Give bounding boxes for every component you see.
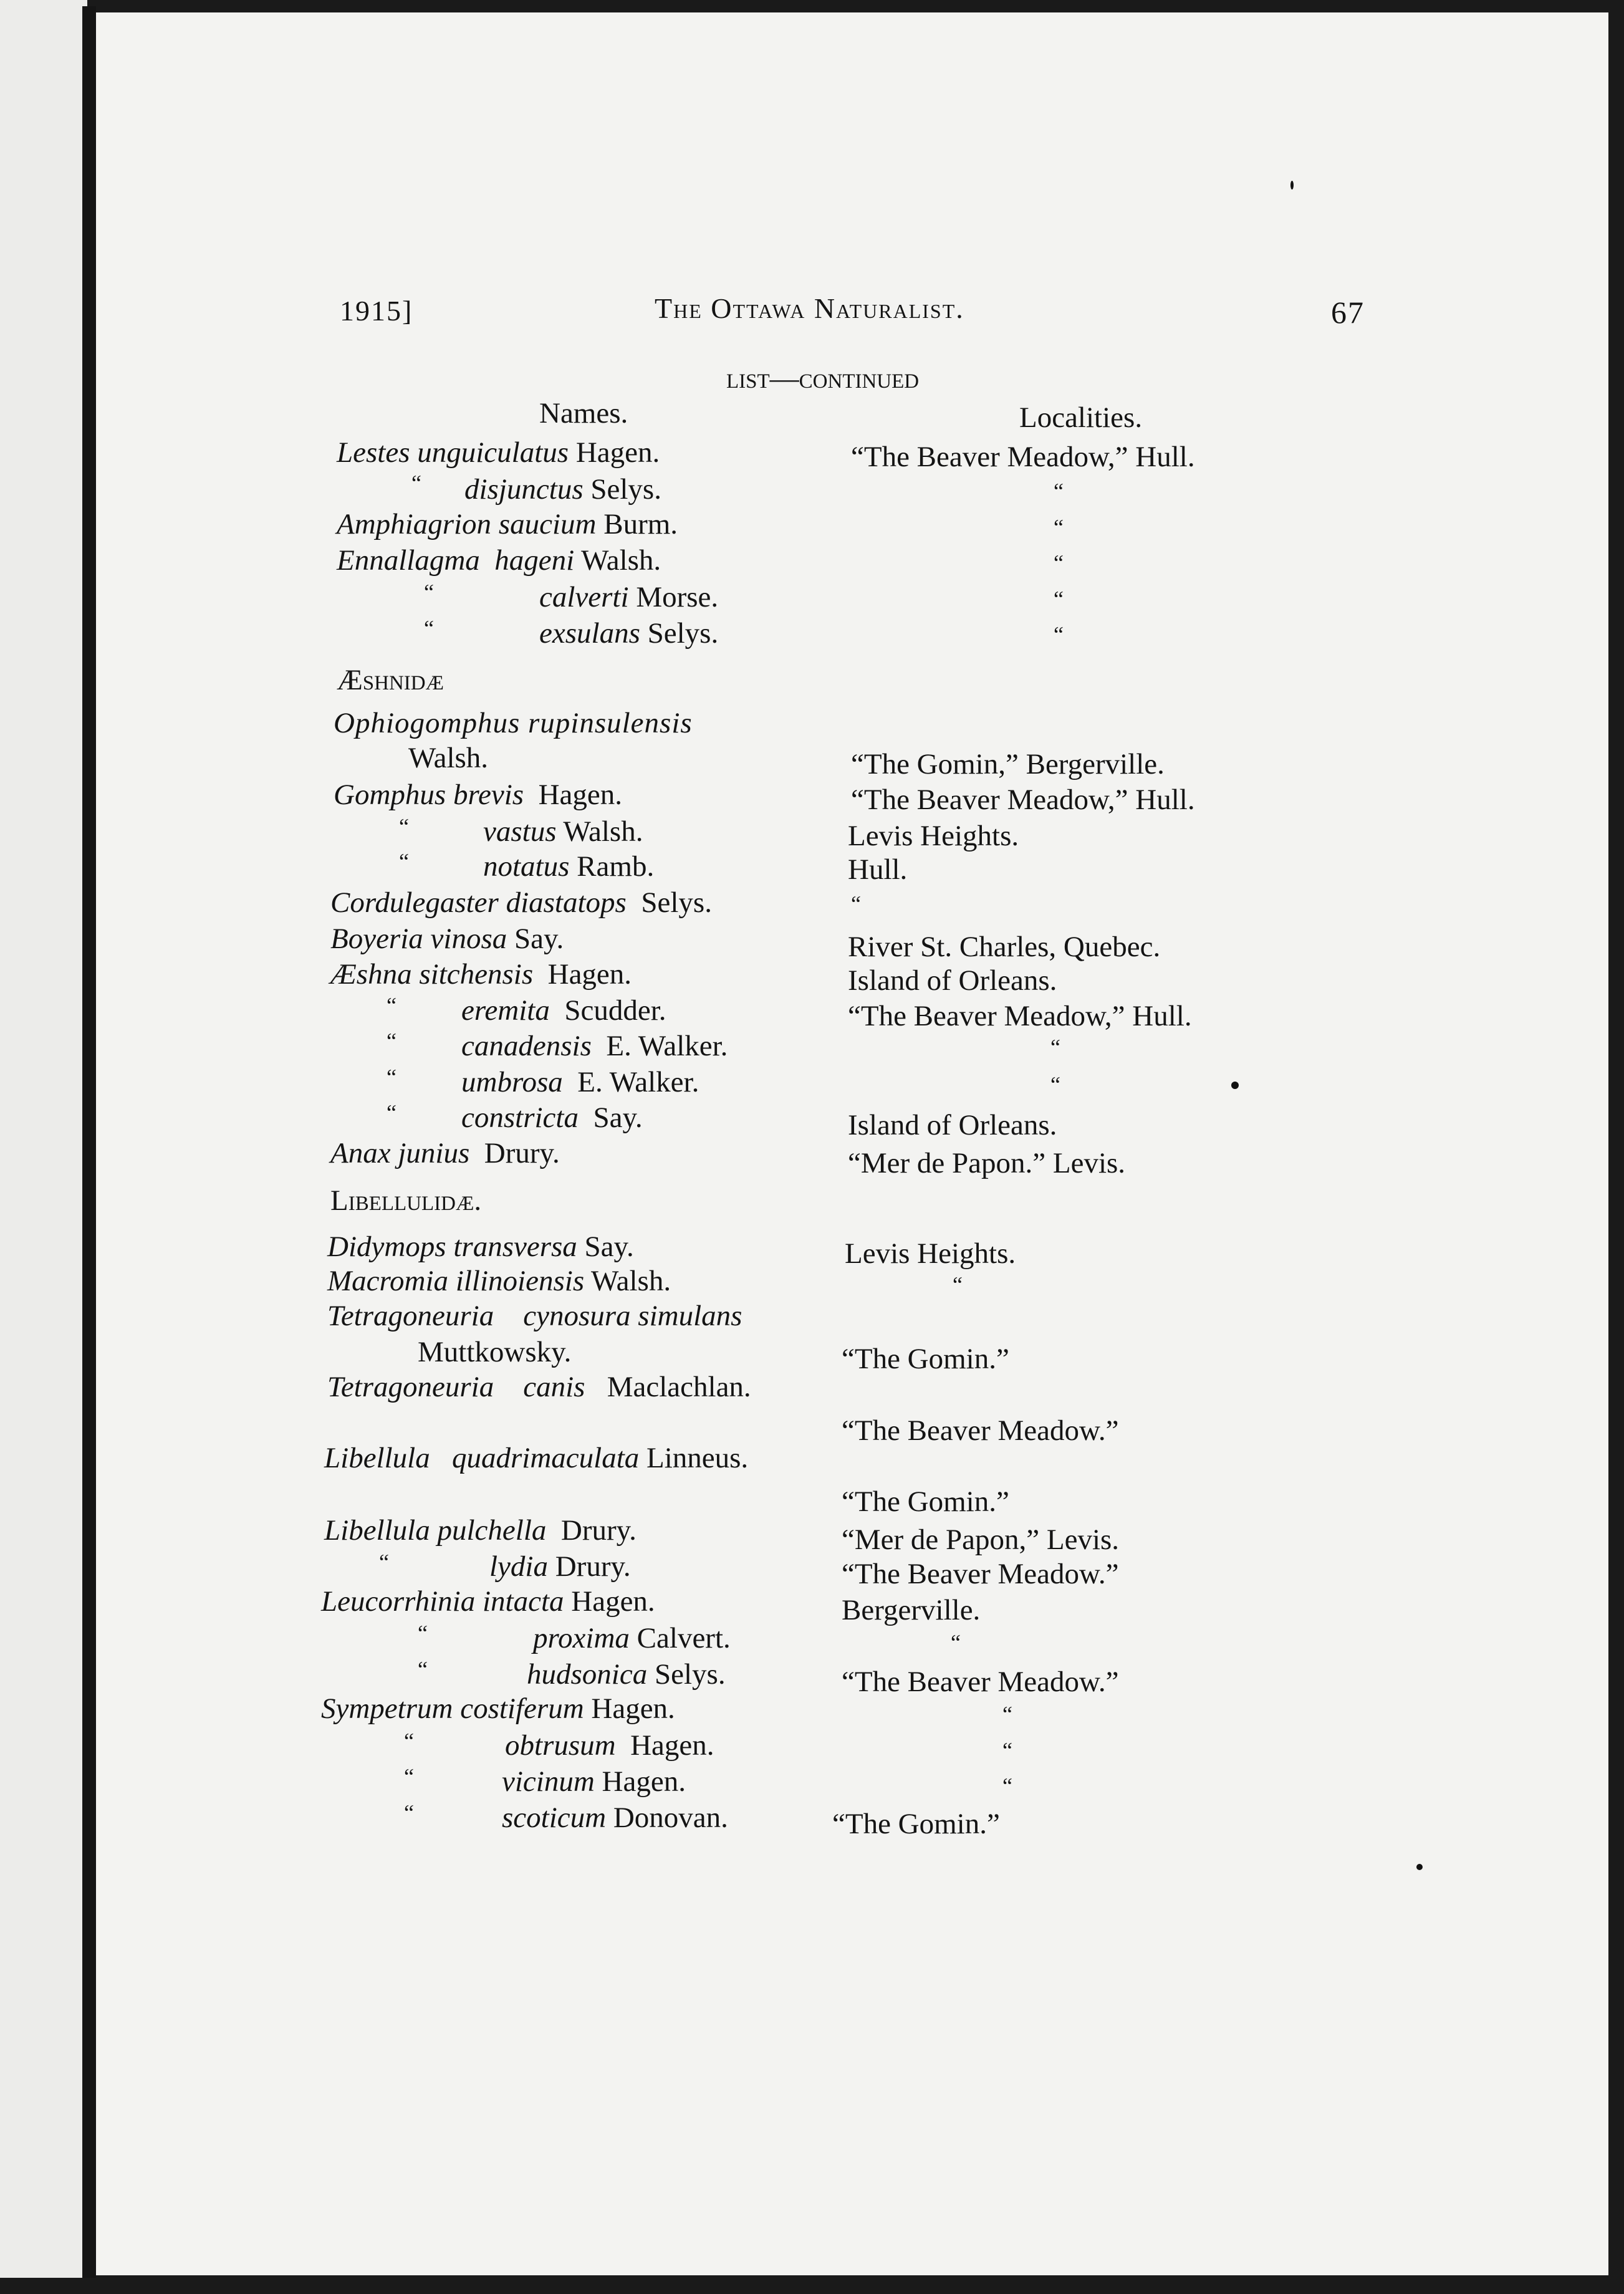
name-entry: Gomphus brevis Hagen.	[334, 779, 622, 811]
locality-entry: “The Gomin.”	[832, 1808, 1000, 1840]
left-margin	[0, 0, 87, 2294]
locality-entry: “The Gomin.”	[842, 1343, 1009, 1375]
scan-speck	[1231, 1082, 1239, 1089]
ditto-mark: “	[1054, 550, 1064, 575]
name-entry: Lestes unguiculatus Hagen.	[337, 436, 660, 469]
name-entry: obtrusum Hagen.	[505, 1729, 714, 1762]
locality-entry: “The Gomin,” Bergerville.	[851, 748, 1165, 780]
ditto-mark: “	[1002, 1702, 1012, 1727]
name-entry: Didymops transversa Say.	[327, 1231, 634, 1263]
name-entry: vastus Walsh.	[483, 815, 643, 848]
name-entry: Boyeria vinosa Say.	[330, 923, 564, 955]
ditto-mark: “	[399, 849, 409, 874]
binding-edge	[82, 6, 96, 2282]
ditto-mark: “	[404, 1764, 414, 1789]
name-entry: Tetragoneuria canis Maclachlan.	[327, 1371, 751, 1403]
ditto-mark: “	[953, 1272, 963, 1297]
name-entry: umbrosa E. Walker.	[461, 1066, 699, 1098]
ditto-mark: “	[404, 1800, 414, 1825]
locality-entry: “The Beaver Meadow,” Hull.	[851, 441, 1195, 473]
ditto-mark: “	[387, 993, 396, 1018]
ditto-mark: “	[387, 1100, 396, 1125]
name-entry: Anax junius Drury.	[330, 1137, 560, 1169]
locality-entry: River St. Charles, Quebec.	[848, 931, 1161, 963]
locality-entry: “The Beaver Meadow,” Hull.	[851, 784, 1195, 816]
page	[87, 12, 1608, 2275]
header-journal-title: The Ottawa Naturalist.	[655, 292, 964, 324]
name-entry: Macromia illinoiensis Walsh.	[327, 1265, 671, 1297]
section-heading: Æshnidæ	[337, 664, 444, 696]
name-entry: canadensis E. Walker.	[461, 1030, 728, 1062]
locality-entry: “Mer de Papon.” Levis.	[848, 1147, 1126, 1179]
ditto-mark: “	[399, 814, 409, 839]
name-entry: hudsonica Selys.	[527, 1658, 726, 1691]
names-column-heading: Names.	[539, 397, 628, 430]
locality-entry: Hull.	[848, 853, 908, 886]
ditto-mark: “	[1054, 479, 1064, 504]
list-title: list—continued	[726, 362, 920, 395]
name-entry: Ennallagma hageni Walsh.	[337, 544, 661, 577]
ditto-mark: “	[424, 616, 434, 641]
name-entry: Sympetrum costiferum Hagen.	[321, 1692, 675, 1725]
name-entry: proxima Calvert.	[533, 1622, 731, 1654]
name-entry: calverti Morse.	[539, 581, 719, 613]
name-entry: disjunctus Selys.	[464, 473, 661, 506]
name-entry: vicinum Hagen.	[502, 1765, 686, 1798]
locality-entry: “The Gomin.”	[842, 1485, 1009, 1518]
ditto-mark: “	[1002, 1773, 1012, 1798]
name-entry: Æshna sitchensis Hagen.	[330, 958, 632, 991]
locality-entry: Bergerville.	[842, 1594, 981, 1626]
ditto-mark: “	[404, 1729, 414, 1754]
ditto-mark: “	[387, 1065, 396, 1090]
name-entry: Ophiogomphus rupinsulensis	[334, 707, 693, 739]
locality-entry: Levis Heights.	[848, 820, 1019, 852]
ditto-mark: “	[1054, 515, 1064, 540]
locality-entry: “The Beaver Meadow.”	[842, 1414, 1119, 1447]
locality-entry: “Mer de Papon,” Levis.	[842, 1524, 1120, 1556]
name-entry: eremita Scudder.	[461, 994, 666, 1027]
ditto-mark: “	[1050, 1035, 1060, 1060]
ditto-mark: “	[1002, 1738, 1012, 1763]
page-number: 67	[1331, 295, 1365, 330]
name-entry: Libellula pulchella Drury.	[324, 1514, 637, 1547]
section-heading: Libellulidæ.	[330, 1184, 482, 1217]
locality-entry: “The Beaver Meadow.”	[842, 1666, 1119, 1698]
locality-entry: “The Beaver Meadow,” Hull.	[848, 1000, 1192, 1032]
ditto-mark: “	[424, 580, 434, 605]
name-entry-continuation: Muttkowsky.	[418, 1336, 572, 1368]
name-entry: scoticum Donovan.	[502, 1802, 728, 1834]
ditto-mark: “	[1054, 587, 1064, 612]
bottom-edge	[0, 2278, 1624, 2294]
ditto-mark: “	[411, 471, 421, 496]
name-entry: Cordulegaster diastatops Selys.	[330, 886, 712, 919]
name-entry: notatus Ramb.	[483, 850, 655, 883]
localities-column-heading: Localities.	[1019, 401, 1143, 434]
ditto-mark: “	[387, 1029, 396, 1053]
locality-entry: Levis Heights.	[845, 1237, 1016, 1270]
ditto-mark: “	[418, 1657, 428, 1682]
name-entry: Libellula quadrimaculata Linneus.	[324, 1442, 749, 1474]
locality-entry: Island of Orleans.	[848, 964, 1057, 997]
name-entry: Amphiagrion saucium Burm.	[337, 508, 678, 540]
ditto-mark: “	[418, 1621, 428, 1646]
scan-speck	[1416, 1864, 1423, 1870]
ditto-mark: “	[951, 1630, 961, 1655]
name-entry: Leucorrhinia intacta Hagen.	[321, 1585, 655, 1618]
name-entry-continuation: Walsh.	[408, 742, 489, 774]
name-entry: constricta Say.	[461, 1101, 643, 1134]
header-year: 1915]	[340, 295, 413, 327]
scan-speck	[1290, 181, 1294, 190]
right-edge	[1612, 0, 1624, 2294]
locality-entry: “The Beaver Meadow.”	[842, 1558, 1119, 1590]
ditto-mark: “	[379, 1550, 389, 1575]
ditto-mark: “	[1054, 622, 1064, 647]
name-entry: exsulans Selys.	[539, 617, 719, 650]
locality-entry: Island of Orleans.	[848, 1109, 1057, 1141]
ditto-mark: “	[1050, 1072, 1060, 1097]
ditto-mark: “	[851, 891, 861, 916]
name-entry: Tetragoneuria cynosura simulans	[327, 1300, 742, 1332]
name-entry: lydia Drury.	[489, 1550, 631, 1583]
